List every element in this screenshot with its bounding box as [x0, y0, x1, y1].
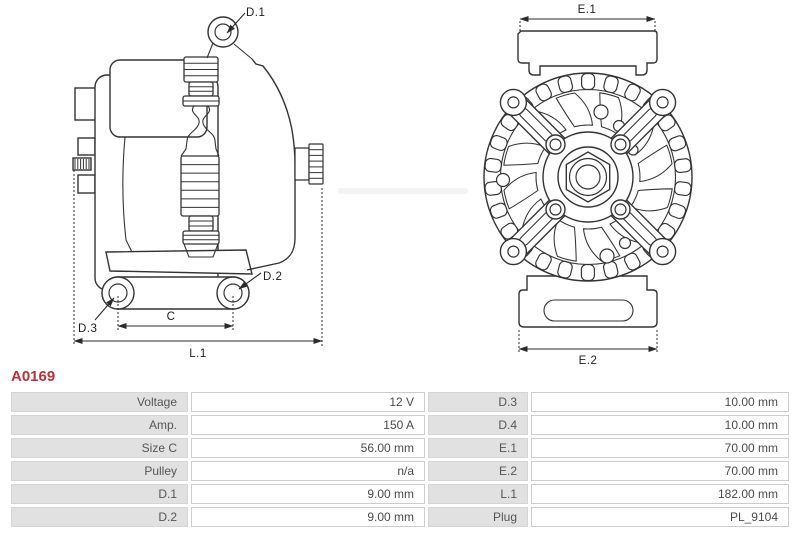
spec-value: 70.00 mm: [531, 438, 789, 458]
spec-value: 10.00 mm: [531, 415, 789, 435]
spec-value: 12 V: [191, 392, 425, 412]
spec-value: 9.00 mm: [191, 484, 425, 504]
spec-value: 70.00 mm: [531, 461, 789, 481]
side-view: [73, 7, 323, 360]
lug-line-right: [234, 44, 252, 59]
label-d2: D.2: [263, 271, 283, 283]
part-number: A0169: [11, 368, 56, 385]
shaft-ribs: [295, 144, 323, 184]
spec-label: D.1: [11, 484, 188, 504]
spec-label: D.3: [428, 392, 528, 412]
table-row: [11, 461, 789, 481]
front-view: [484, 4, 692, 366]
label-l1: L.1: [189, 348, 207, 360]
spec-label: Pulley: [11, 461, 188, 481]
front-housing: [247, 59, 295, 270]
spec-value: 9.00 mm: [191, 507, 425, 527]
watermark: [338, 188, 468, 194]
spec-label: E.2: [428, 461, 528, 481]
spec-label: D.4: [428, 415, 528, 435]
spec-label: D.2: [11, 507, 188, 527]
spec-value: 182.00 mm: [531, 484, 789, 504]
shaft-hole: [576, 165, 600, 189]
table-row: [11, 484, 789, 504]
label-e1: E.1: [577, 4, 597, 16]
mounting-hole-d3: [109, 284, 127, 302]
mounting-arm: [106, 250, 252, 274]
top-bracket: [518, 31, 657, 75]
spec-value: n/a: [191, 461, 425, 481]
spec-value: PL_9104: [531, 507, 789, 527]
terminal-blocks: [73, 88, 96, 193]
label-c: C: [166, 311, 176, 323]
label-d3: D.3: [78, 323, 98, 335]
threaded-stud: [73, 158, 91, 170]
bottom-bracket: [519, 276, 657, 327]
spec-value: 56.00 mm: [191, 438, 425, 458]
spec-value: 150 A: [191, 415, 425, 435]
table-row: [11, 415, 789, 435]
spec-label: Voltage: [11, 392, 188, 412]
label-e2: E.2: [578, 355, 598, 366]
mounting-hole-d2: [224, 284, 242, 302]
spec-table: [8, 389, 792, 530]
spec-label: Amp.: [11, 415, 188, 435]
spec-label: Size C: [11, 438, 188, 458]
spec-value: 10.00 mm: [531, 392, 789, 412]
spec-label: E.1: [428, 438, 528, 458]
lug-line-left: [207, 43, 213, 58]
spec-label: L.1: [428, 484, 528, 504]
table-row: [11, 392, 789, 412]
spec-label: Plug: [428, 507, 528, 527]
table-row: [11, 438, 789, 458]
center-hub: [543, 132, 633, 222]
table-row: [11, 507, 789, 527]
label-d1: D.1: [246, 7, 266, 19]
